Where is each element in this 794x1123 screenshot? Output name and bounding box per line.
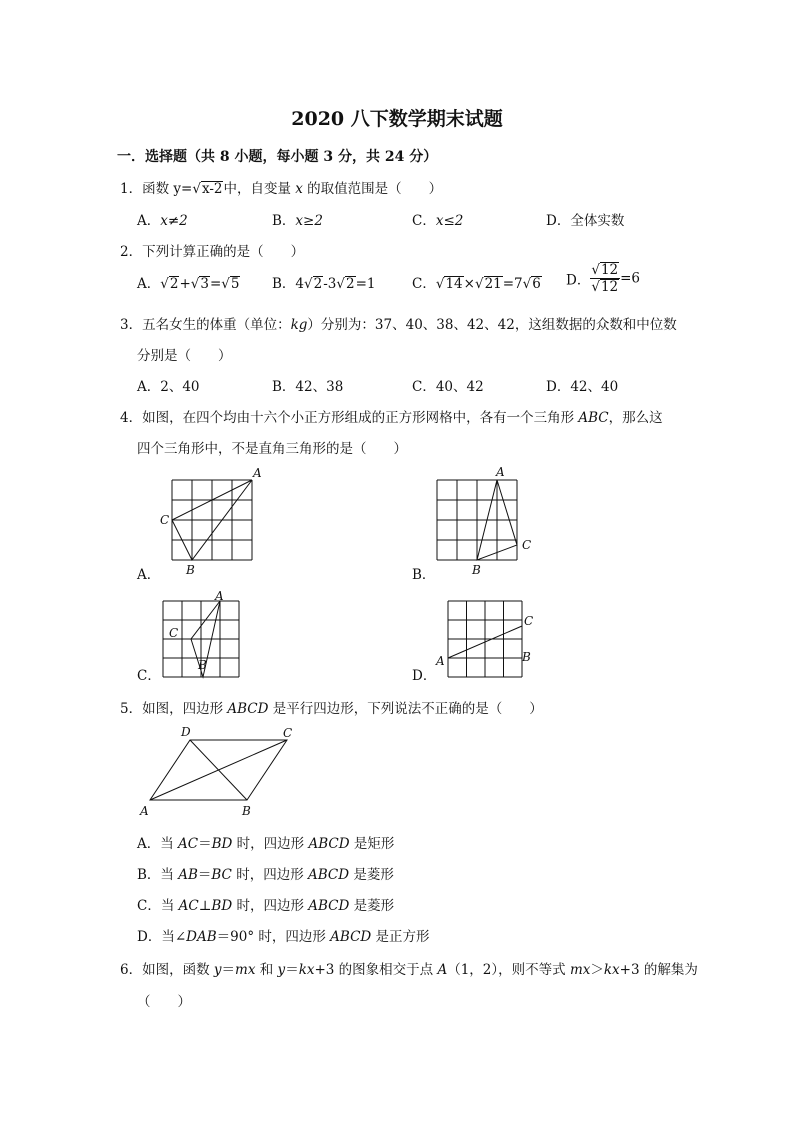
- question-6-line1: 6．如图，函数 y＝mx 和 y＝kx+3 的图象相交于点 A（1，2），则不等式 mx＞kx+3 的解集为: [120, 962, 698, 978]
- q1-variable: x: [295, 181, 303, 197]
- q4-option-a[interactable]: A．: [137, 567, 161, 583]
- q1-option-c[interactable]: C．x≤2: [412, 213, 464, 229]
- label-c: C: [524, 614, 534, 628]
- label-b: B: [522, 650, 531, 664]
- label-c: C: [160, 513, 170, 527]
- page-title: 2020 八下数学期末试题: [291, 108, 503, 130]
- q5-option-a[interactable]: A．当 AC＝BD 时，四边形 ABCD 是矩形: [137, 836, 395, 852]
- label-b: B: [472, 563, 481, 577]
- q4-option-d[interactable]: D．: [412, 668, 437, 684]
- section-heading: 一．选择题（共 8 小题，每小题 3 分，共 24 分）: [117, 149, 438, 165]
- q1-option-b[interactable]: B．x≥2: [272, 213, 323, 229]
- q2-option-c[interactable]: C．√14×√21=7√6: [412, 276, 541, 292]
- q5-option-c[interactable]: C．当 AC⊥BD 时，四边形 ABCD 是菱形: [137, 898, 395, 914]
- label-b: B: [186, 563, 195, 577]
- label-b: B: [242, 804, 251, 818]
- q1-option-a[interactable]: A．x≠2: [137, 213, 188, 229]
- label-a: A: [215, 589, 224, 603]
- q5-option-d[interactable]: D．当∠DAB＝90° 时，四边形 ABCD 是正方形: [137, 929, 430, 945]
- label-c: C: [522, 538, 532, 552]
- q5-option-b[interactable]: B．当 AB＝BC 时，四边形 ABCD 是菱形: [137, 867, 394, 883]
- q3-option-a[interactable]: A．2、40: [137, 379, 200, 395]
- question-2: 2．下列计算正确的是（ ）: [120, 244, 305, 260]
- q4-figure-d: [430, 595, 545, 681]
- label-a: A: [496, 465, 505, 479]
- q3-option-d[interactable]: D．42、40: [546, 379, 619, 395]
- q1-text-post: 的取值范围是（ ）: [302, 181, 443, 197]
- question-4-line2: 四个三角形中，不是直角三角形的是（ ）: [137, 441, 407, 457]
- q1-option-d[interactable]: D．全体实数: [546, 213, 625, 229]
- q4-figure-c: [155, 588, 255, 680]
- q1-text-pre: 函数 y=: [142, 181, 193, 197]
- label-b: B: [198, 658, 207, 672]
- q4-option-c[interactable]: C．: [137, 668, 161, 684]
- q5-parallelogram-figure: [135, 722, 305, 820]
- label-a: A: [253, 466, 262, 480]
- label-a: A: [436, 654, 445, 668]
- q2-option-d[interactable]: D． $\frac{√12}{√12}$ =6: [566, 262, 641, 295]
- q3-option-c[interactable]: C．40、42: [412, 379, 484, 395]
- q3-option-b[interactable]: B．42、38: [272, 379, 344, 395]
- q2-option-a[interactable]: A．√2+√3=√5: [137, 276, 240, 292]
- q1-text-mid: 中，自变量: [223, 181, 296, 197]
- question-1: [120, 177, 442, 197]
- question-3-line1: 3．五名女生的体重（单位：kg）分别为：37、40、38、42、42，这组数据的众数和中位数: [120, 317, 677, 333]
- question-3-line2: 分别是（ ）: [137, 348, 232, 364]
- q1-radicand: x-2: [201, 181, 223, 197]
- question-6-line2: （ ）: [137, 994, 191, 1010]
- q2-option-b[interactable]: B．4√2-3√2=1: [272, 276, 376, 292]
- q1-number: 1．: [120, 181, 143, 197]
- q4-figure-b: [430, 462, 545, 580]
- label-c: C: [169, 626, 179, 640]
- q4-option-b[interactable]: B．: [412, 567, 436, 583]
- q4-figure-a: [155, 462, 270, 580]
- label-a: A: [140, 804, 149, 818]
- sqrt-symbol: √: [192, 181, 201, 197]
- label-d: D: [181, 725, 191, 739]
- label-c: C: [283, 726, 293, 740]
- question-5: 5．如图，四边形 ABCD 是平行四边形，下列说法不正确的是（ ）: [120, 701, 543, 717]
- question-4-line1: 4．如图，在四个均由十六个小正方形组成的正方形网格中，各有一个三角形 ABC，那么这: [120, 410, 663, 426]
